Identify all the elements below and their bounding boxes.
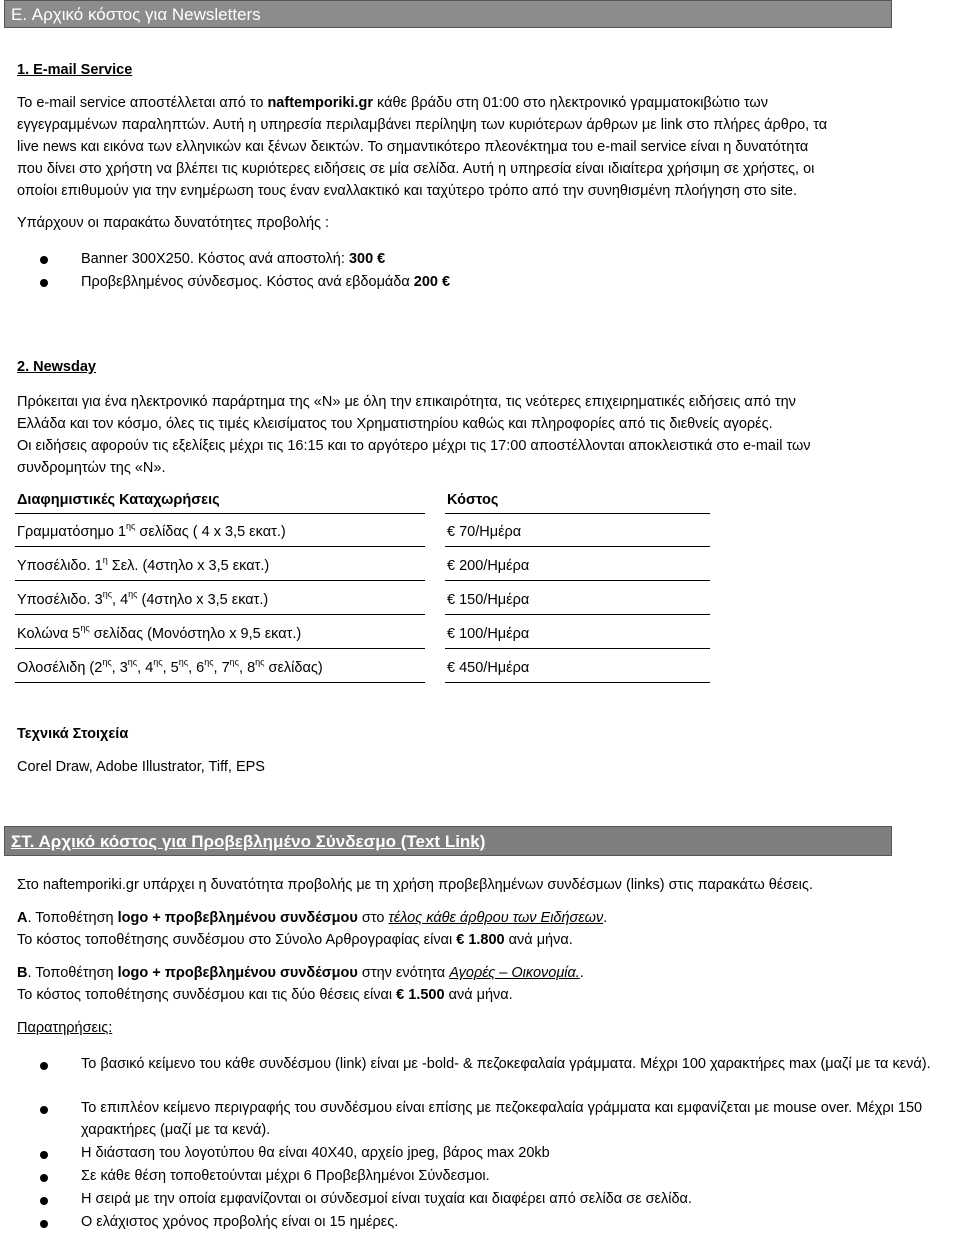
note-item: Η σειρά με την οποία εμφανίζονται οι σύνδεσμοί είναι τυχαία και διαφέρει από σελίδα σε σελίδα.: [81, 1191, 692, 1207]
newsday-title: 2. Newsday: [17, 359, 96, 375]
table-divider: [15, 546, 425, 547]
bullet-dot: [40, 1220, 48, 1228]
table-divider: [15, 513, 425, 514]
option-a-cost: Το κόστος τοποθέτησης συνδέσμου στο Σύνολο Αρθρογραφίας είναι € 1.800 ανά μήνα.: [17, 932, 573, 948]
table-header-listings: Διαφημιστικές Καταχωρήσεις: [17, 492, 220, 508]
table-divider: [445, 546, 710, 547]
table-divider: [445, 580, 710, 581]
table-row-footer-3-4: Υποσέλιδο. $3^{\eta\varsigma}$, $4^{\eta\varsigma}$ (4στηλο x 3,5 εκατ.): [17, 589, 269, 608]
table-divider: [445, 513, 710, 514]
text-link-intro: Στο naftemporiki.gr υπάρχει η δυνατότητα προβολής με τη χρήση προβεβλημένων συνδέσμων (links) στις παρακάτω θέσεις.: [17, 877, 813, 893]
article-end-link[interactable]: τέλος κάθε άρθρου των Ειδήσεων: [388, 910, 604, 926]
notes-title: Παρατηρήσεις:: [17, 1020, 113, 1036]
table-row-column: Κολώνα $5^{\eta\varsigma}$ σελίδας (Μονόστηλο x 9,5 εκατ.): [17, 623, 302, 642]
table-divider: [445, 614, 710, 615]
table-row-stamp: Γραμματόσημο $1^{\eta\varsigma}$ σελίδας ( 4 x 3,5 εκατ.): [17, 521, 286, 540]
bullet-dot: [40, 1174, 48, 1182]
table-row-column-cost: € 100/Ημέρα: [447, 626, 530, 642]
bullet-dot: [40, 256, 48, 264]
table-row-footer-3-4-cost: € 150/Ημέρα: [447, 592, 530, 608]
table-header-cost: Κόστος: [447, 492, 499, 508]
table-row-footer-1-cost: € 200/Ημέρα: [447, 558, 530, 574]
newsday-description: Πρόκειται για ένα ηλεκτρονικό παράρτημα της «Ν» με όλη την επικαιρότητα, τις νεότερες επιχειρηματικές ειδήσεις από την Ελλάδα και τον κόσμο, όλες τις τιμές κλεισίματος του Χρηματιστηρίου καθώς και πληροφορίες από τις διεθνείς αγορές. Οι ειδήσεις αφορούν τις εξελίξεις μέχρι τις 16:15 και το αργότερο μέχρι τις 17:00 αποστέλλονται αποκλειστικά στο e-mail των συνδρομητών της «Ν».: [17, 394, 811, 476]
markets-economy-link[interactable]: Αγορές – Οικονομία.: [449, 965, 580, 981]
option-a-line: Α. Τοποθέτηση logo + προβεβλημένου συνδέσμου στο τέλος κάθε άρθρου των Ειδήσεων.: [17, 910, 608, 926]
tech-specs-title: Τεχνικά Στοιχεία: [17, 726, 129, 742]
option-featured-link: Προβεβλημένος σύνδεσμος. Κόστος ανά εβδομάδα 200 €: [81, 274, 451, 290]
bullet-dot: [40, 1062, 48, 1070]
table-row-full-page-cost: € 450/Ημέρα: [447, 660, 530, 676]
table-divider: [15, 580, 425, 581]
table-divider: [445, 682, 710, 683]
note-item: Σε κάθε θέση τοποθετούνται μέχρι 6 Προβεβλημένοι Σύνδεσμοι.: [81, 1168, 490, 1184]
option-b-line: Β. Τοποθέτηση logo + προβεβλημένου συνδέσμου στην ενότητα Αγορές – Οικονομία..: [17, 965, 584, 981]
note-item: Η διάσταση του λογοτύπου θα είναι 40Χ40, αρχείο jpeg, βάρος max 20kb: [81, 1145, 550, 1161]
section-e-header: E. Αρχικό κόστος για Newsletters: [4, 0, 892, 28]
table-divider: [15, 648, 425, 649]
email-service-title: 1. E-mail Service: [17, 62, 133, 78]
table-divider: [445, 648, 710, 649]
note-item: Το βασικό κείμενο του κάθε συνδέσμου (link) είναι με -bold- & πεζοκεφαλαία γράμματα. Μέχρι 100 χαρακτήρες max (μαζί με τα κενά).: [81, 1056, 931, 1072]
note-item: Ο ελάχιστος χρόνος προβολής είναι οι 15 ημέρες.: [81, 1214, 399, 1230]
table-row-stamp-cost: € 70/Ημέρα: [447, 524, 522, 540]
bullet-dot: [40, 1106, 48, 1114]
option-b-cost: Το κόστος τοποθέτησης συνδέσμου και τις δύο θέσεις είναι € 1.500 ανά μήνα.: [17, 987, 513, 1003]
note-item: Το επιπλέον κείμενο περιγραφής του συνδέσμου είναι επίσης με πεζοκεφαλαία γράμματα και εμφανίζεται με mouse over. Μέχρι 150 χαρακτήρες (μαζί με τα κενά).: [81, 1100, 923, 1138]
bullet-dot: [40, 1197, 48, 1205]
table-row-full-page: Ολοσέλιδη ($2^{\eta\varsigma}$, $3^{\eta\varsigma}$, $4^{\eta\varsigma}$, $5^{\eta\varsigma}$, $6^{\eta\varsigma}$, $7^{\eta\varsigma}$, $8^{\eta\varsigma}$ σελίδας): [17, 657, 323, 676]
table-row-footer-1: Υποσέλιδο. $1^\eta$ Σελ. (4στηλο x 3,5 εκατ.): [17, 555, 270, 574]
table-divider: [15, 614, 425, 615]
bullet-dot: [40, 1151, 48, 1159]
bullet-dot: [40, 279, 48, 287]
email-service-description: Το e-mail service αποστέλλεται από το naftemporiki.gr κάθε βράδυ στη 01:00 στο ηλεκτρονικό γραμματοκιβώτιο των εγγεγραμμένων παραληπτών. Αυτή η υπηρεσία περιλαμβάνει περίληψη των κυριότερων άρθρων με link στο πλήρες άρθρο, τα live news και εικόνα των ελληνικών και ξένων δεικτών. Το σημαντικότερο πλεονέκτημα του e-mail service είναι η δυνατότητα που δίνει στο χρήστη να βλέπει τις κυριότερες ειδήσεις σε μία σελίδα. Αυτή η υπηρεσία είναι ιδιαίτερα χρήσιμη σε χρήστες, οι οποίοι επιθυμούν για την ενημέρωση τους έναν εναλλακτικό και ταχύτερο τρόπο από την συνηθισμένη πλοήγηση στο site.: [17, 95, 828, 199]
section-st-header: ΣΤ. Αρχικό κόστος για Προβεβλημένο Σύνδεσμο (Text Link): [4, 826, 892, 856]
options-intro: Υπάρχουν οι παρακάτω δυνατότητες προβολής :: [17, 215, 330, 231]
option-banner: Banner 300X250. Κόστος ανά αποστολή: 300 €: [81, 251, 386, 267]
table-divider: [15, 682, 425, 683]
tech-specs-value: Corel Draw, Adobe Illustrator, Tiff, EPS: [17, 759, 265, 775]
